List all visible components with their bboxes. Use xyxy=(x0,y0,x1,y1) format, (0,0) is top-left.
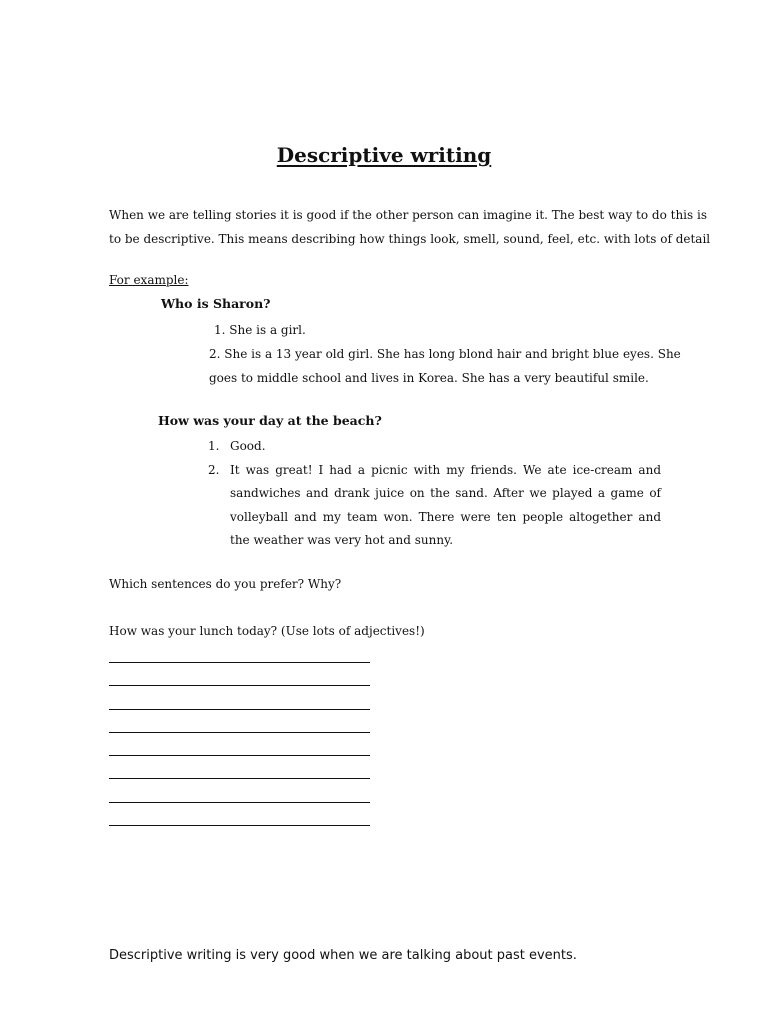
example1-answer-2 xyxy=(209,342,681,390)
example1-answer-2-line-1: 2. She is a 13 year old girl. She has long blond hair and bright blue eyes. She xyxy=(209,347,681,361)
list-item-text: Good. xyxy=(230,439,266,453)
answer-line xyxy=(109,825,370,826)
example2-question: How was your day at the beach? xyxy=(158,413,382,428)
list-item-text: It was great! I had a picnic with my friends. We ate ice-cream and sandwiches and drank juice on the sand. After we played a game of volleyball and my team won. There were ten people altogether and the weather was very hot and sunny. xyxy=(230,462,661,547)
answer-line xyxy=(109,685,370,686)
page-title: Descriptive writing xyxy=(276,143,492,167)
intro-line-2: to be descriptive. This means describing how things look, smell, sound, feel, etc. with lots of detail xyxy=(109,232,711,246)
intro-paragraph xyxy=(109,203,711,251)
answer-line xyxy=(109,802,370,803)
list-item-number: 2. xyxy=(208,462,220,477)
list-item xyxy=(208,459,661,553)
intro-line-1: When we are telling stories it is good if the other person can imagine it. The best way to do this is xyxy=(109,208,707,222)
answer-line xyxy=(109,778,370,779)
for-example-label: For example: xyxy=(109,273,189,287)
example1-answer-1: 1. She is a girl. xyxy=(214,323,306,337)
list-item-number: 1. xyxy=(208,439,220,453)
lunch-prompt: How was your lunch today? (Use lots of adjectives!) xyxy=(109,624,425,638)
answer-line xyxy=(109,709,370,710)
answer-line xyxy=(109,662,370,663)
answer-lines xyxy=(109,662,370,848)
list-item xyxy=(208,435,661,459)
answer-line xyxy=(109,755,370,756)
footer-note: Descriptive writing is very good when we are talking about past events. xyxy=(109,948,577,963)
prefer-question: Which sentences do you prefer? Why? xyxy=(109,577,342,591)
example1-answer-2-line-2: goes to middle school and lives in Korea. She has a very beautiful smile. xyxy=(209,371,649,385)
example2-answer-list xyxy=(208,435,661,553)
example1-question: Who is Sharon? xyxy=(161,296,271,311)
answer-line xyxy=(109,732,370,733)
